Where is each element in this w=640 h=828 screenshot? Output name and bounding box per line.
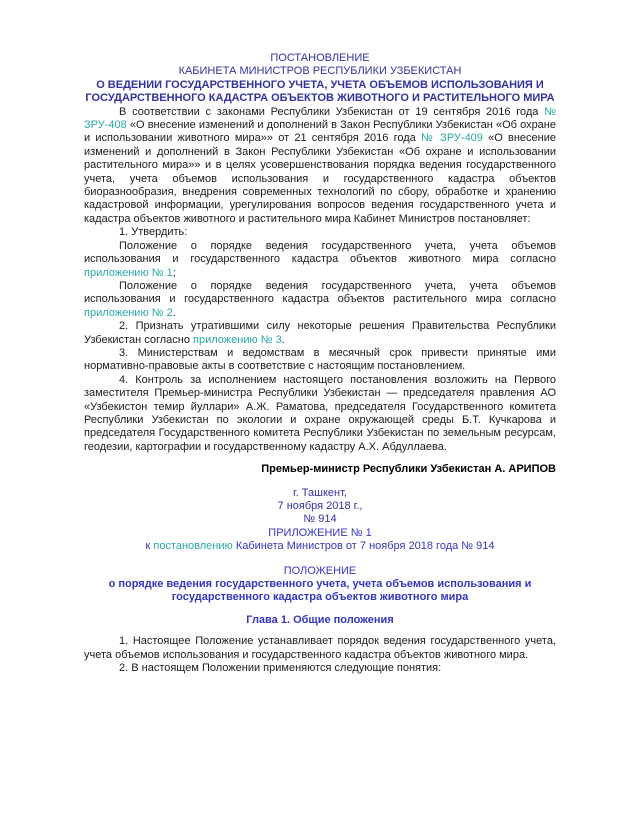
text-run: № 914 bbox=[303, 513, 337, 526]
regulation-title bbox=[84, 565, 556, 578]
text-run: ПРИЛОЖЕНИЕ № 1 bbox=[268, 526, 372, 539]
text-run: . bbox=[281, 333, 285, 346]
text-run: ПОЛОЖЕНИЕ bbox=[283, 564, 357, 577]
text-run: Положение о порядке ведения государственного учета, учета объемов использования и государственного кадастра объектов растительного мира согласно bbox=[84, 279, 556, 306]
paragraph-preamble bbox=[84, 106, 556, 227]
hyperlink[interactable]: № ЗРУ-408 bbox=[84, 105, 556, 132]
text-run: 1. Настоящее Положение устанавливает порядок ведения государственного учета, учета объемов использования и государственного кадастра объектов животного мира. bbox=[84, 635, 556, 661]
paragraph-annex2-ref bbox=[84, 280, 556, 320]
annex-title bbox=[84, 527, 556, 540]
date-line-city bbox=[84, 487, 556, 500]
doc-title: О ВЕДЕНИИ ГОСУДАРСТВЕННОГО УЧЕТА, УЧЕТА ОБЪЕМОВ ИСПОЛЬЗОВАНИЯ И ГОСУДАРСТВЕННОГО КАДАСТРА ОБЪЕКТОВ ЖИВОТНОГО И РАСТИТЕЛЬНОГО МИРА bbox=[85, 78, 555, 105]
hyperlink[interactable]: № ЗРУ-409 bbox=[421, 132, 483, 145]
document-content bbox=[84, 52, 556, 675]
text-run: 3. Министерствам и ведомствам в месячный срок привести принятые ими нормативно-правовые акты в соответствие с настоящим постановлением. bbox=[84, 346, 556, 373]
paragraph-item-1 bbox=[84, 226, 556, 239]
text-run: о порядке ведения государственного учета, учета объемов использования и государственного кадастра объектов животного мира bbox=[108, 578, 532, 604]
text-run: «О внесение изменений и дополнений в Закон Республики Узбекистан «Об охране и использовании растительного мира»» и в целях усовершенствования порядка ведения государственного учета, учета объемов использования и государственного кадастра объектов биоразнообразия, внедрения современных технологий по сбору, обработке и хранению кадастровой информации, урегулирования вопросов ведения государственного учета и кадастра объектов животного и растительного мира Кабинет Министров постановляет: bbox=[84, 132, 556, 225]
signature-line bbox=[84, 463, 556, 476]
paragraph-reg-item-2 bbox=[84, 662, 556, 675]
hyperlink[interactable]: приложению № 2 bbox=[84, 306, 173, 319]
text-run: Кабинета Министров от 7 ноября 2018 года № 914 bbox=[232, 540, 495, 553]
paragraph-item-2 bbox=[84, 320, 556, 347]
hyperlink[interactable]: приложению № 3 bbox=[193, 333, 282, 346]
annex-reference bbox=[84, 540, 556, 553]
text-run: 2. Признать утратившими силу некоторые решения Правительства Республики Узбекистан согласно bbox=[84, 320, 556, 346]
text-run: к bbox=[145, 540, 154, 553]
text-run: 4. Контроль за исполнением настоящего постановления возложить на Первого заместителя Премьер-министра Республики Узбекистан — председателя правления АО «Узбекистон темир йуллари» А.Ж. Раматова, председателя Государственного комитета Республики Узбекистан по экологии и охране окружающей среды Б.Т. Кучкарова и председателя Государственного комитета Республики Узбекистан по земельным ресурсам, геодезии, картографии и государственному кадастру А.Х. Абдуллаева. bbox=[84, 373, 556, 453]
text-run: Глава 1. Общие положения bbox=[246, 613, 394, 626]
text-run: 2. В настоящем Положении применяются следующие понятия: bbox=[119, 662, 442, 675]
paragraph-item-3 bbox=[84, 347, 556, 374]
text-run: В соответствии с законами Республики Узбекистан от 19 сентября 2016 года bbox=[119, 105, 545, 118]
date-line-number bbox=[84, 513, 556, 526]
hyperlink[interactable]: постановлению bbox=[153, 540, 233, 553]
paragraph-item-4 bbox=[84, 374, 556, 454]
date-line-date bbox=[84, 500, 556, 513]
regulation-subtitle bbox=[84, 578, 556, 605]
text-run: «О внесение изменений и дополнений в Закон Республики Узбекистан «Об охране и использовании животного мира»» от 21 сентября 2016 года bbox=[84, 119, 556, 145]
document-body bbox=[84, 106, 556, 676]
text-run: Премьер-министр Республики Узбекистан А. АРИПОВ bbox=[261, 463, 556, 476]
text-run: . bbox=[172, 306, 176, 319]
paragraph-annex1-ref bbox=[84, 240, 556, 280]
text-run: 7 ноября 2018 г., bbox=[277, 500, 363, 512]
text-run: ; bbox=[172, 266, 176, 279]
doc-type-heading: ПОСТАНОВЛЕНИЕ bbox=[270, 52, 370, 64]
doc-authority-heading: КАБИНЕТА МИНИСТРОВ РЕСПУБЛИКИ УЗБЕКИСТАН bbox=[178, 65, 462, 78]
paragraph-reg-item-1 bbox=[84, 635, 556, 662]
text-run: Положение о порядке ведения государственного учета, учета объемов использования и государственного кадастра объектов животного мира согласно bbox=[84, 239, 556, 266]
hyperlink[interactable]: приложению № 1 bbox=[84, 266, 173, 279]
text-run: г. Ташкент, bbox=[293, 486, 347, 499]
text-run: 1. Утвердить: bbox=[119, 226, 188, 239]
chapter-heading bbox=[84, 614, 556, 627]
